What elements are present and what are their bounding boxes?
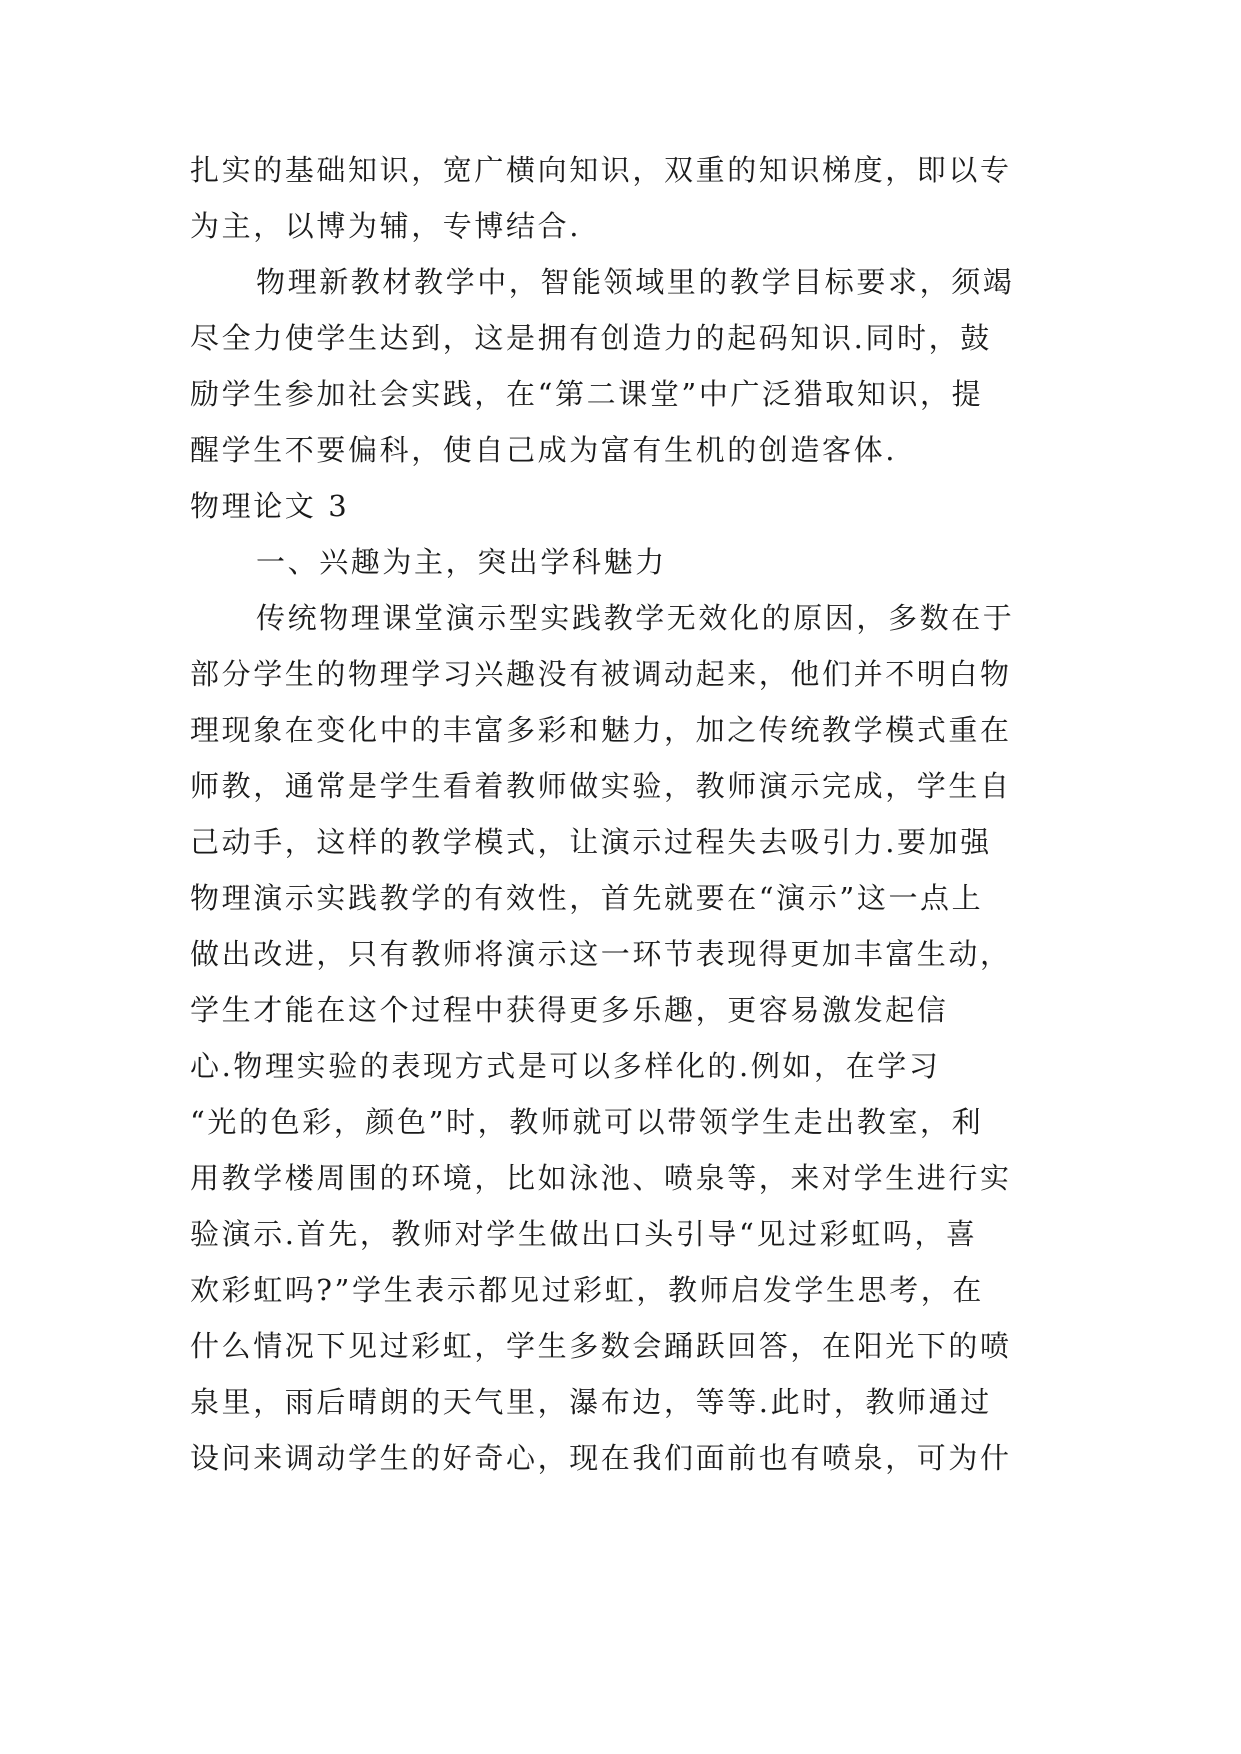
text-line: 物理演示实践教学的有效性，首先就要在“演示”这一点上 xyxy=(190,881,984,915)
text-line: 什么情况下见过彩虹，学生多数会踊跃回答，在阳光下的喷 xyxy=(190,1329,1012,1363)
text-line: 为主，以博为辅，专博结合. xyxy=(190,209,582,243)
text-line: 己动手，这样的教学模式，让演示过程失去吸引力.要加强 xyxy=(190,825,992,859)
paragraph-start-line: 传统物理课堂演示型实践教学无效化的原因，多数在于 xyxy=(256,601,1015,635)
text-line: 验演示.首先，教师对学生做出口头引导“见过彩虹吗，喜 xyxy=(190,1217,978,1251)
section-heading: 一、兴趣为主，突出学科魅力 xyxy=(256,545,667,579)
text-line: 泉里，雨后晴朗的天气里，瀑布边，等等.此时，教师通过 xyxy=(190,1385,992,1419)
text-line: 设问来调动学生的好奇心，现在我们面前也有喷泉，可为什 xyxy=(190,1441,1012,1475)
paragraph-start-line: 物理新教材教学中，智能领域里的教学目标要求，须竭 xyxy=(256,265,1015,299)
text-line: 用教学楼周围的环境，比如泳池、喷泉等，来对学生进行实 xyxy=(190,1161,1012,1195)
text-line: 欢彩虹吗?”学生表示都见过彩虹，教师启发学生思考，在 xyxy=(190,1273,984,1307)
section-title: 物理论文 3 xyxy=(190,489,350,523)
text-line: 学生才能在这个过程中获得更多乐趣，更容易激发起信 xyxy=(190,993,949,1027)
text-line: 尽全力使学生达到，这是拥有创造力的起码知识.同时，鼓 xyxy=(190,321,992,355)
text-line: 励学生参加社会实践，在“第二课堂”中广泛猎取知识，提 xyxy=(190,377,984,411)
text-line: 醒学生不要偏科，使自己成为富有生机的创造客体. xyxy=(190,433,898,467)
text-line: “光的色彩，颜色”时，教师就可以带领学生走出教室，利 xyxy=(190,1105,984,1139)
text-line: 部分学生的物理学习兴趣没有被调动起来，他们并不明白物 xyxy=(190,657,1012,691)
text-line: 师教，通常是学生看着教师做实验，教师演示完成，学生自 xyxy=(190,769,1012,803)
text-line: 做出改进，只有教师将演示这一环节表现得更加丰富生动， xyxy=(190,937,1012,971)
text-line: 心.物理实验的表现方式是可以多样化的.例如，在学习 xyxy=(190,1049,941,1083)
text-line: 理现象在变化中的丰富多彩和魅力，加之传统教学模式重在 xyxy=(190,713,1012,747)
text-line: 扎实的基础知识，宽广横向知识，双重的知识梯度，即以专 xyxy=(190,153,1012,187)
